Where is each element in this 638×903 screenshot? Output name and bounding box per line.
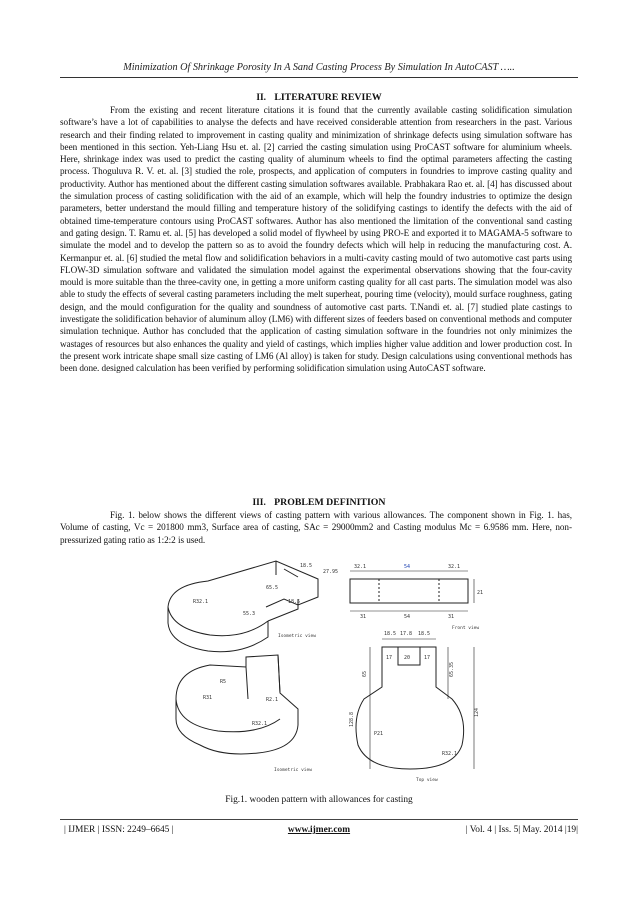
footer-journal-info: | IJMER | ISSN: 2249–6645 |	[64, 825, 174, 835]
running-title: Minimization Of Shrinkage Porosity In A Sand Casting Process By Simulation In AutoCAST …..	[123, 62, 515, 73]
figure-1	[148, 549, 558, 789]
header-rule	[60, 77, 578, 78]
top-dim-l: R32.1	[442, 751, 458, 757]
isometric-bottom-view	[176, 655, 298, 754]
front-dim-top-mid: 54	[404, 564, 411, 570]
section-3-paragraph: Fig. 1. below shows the different views of casting pattern with various allowances. The component shown in Fig. 1. has, Volume of casting, Vc = 201800 mm3, Surface area of casting, SAc = 29000mm2 and Casting modulus Mc = 6.9586 mm. Here, non-pressurized gating ratio as 1:2:2 is used.	[60, 510, 572, 545]
front-dim-top-left: 32.1	[354, 564, 367, 570]
iso-dim-b: 27.95	[323, 569, 339, 575]
iso-dim-a: 18.5	[300, 563, 313, 569]
front-dim-bottom-left: 31	[360, 614, 367, 620]
iso-top-label: Isometric view	[278, 634, 316, 639]
top-dim-c: 18.5	[418, 631, 431, 637]
iso-dim-e: 18.5	[288, 599, 301, 605]
figure-caption: Fig.1. wooden pattern with allowances for casting	[225, 795, 413, 805]
section-3-title: PROBLEM DEFINITION	[274, 497, 386, 508]
iso-bottom-label: Isometric view	[274, 768, 312, 773]
front-view	[350, 571, 474, 611]
top-view-label: Top view	[416, 778, 438, 783]
top-dim-i: 124	[474, 707, 480, 717]
section-2-number: II.	[256, 93, 266, 103]
iso-dim-f: 55.3	[243, 611, 256, 617]
front-dim-height: 21	[477, 590, 484, 596]
top-dim-j: 128.8	[349, 711, 355, 727]
pattern-drawings	[148, 549, 558, 789]
top-dim-d: 17	[386, 655, 393, 661]
front-dim-top-right: 32.1	[448, 564, 461, 570]
top-dim-g: 65	[362, 670, 368, 677]
section-2-heading	[60, 92, 578, 103]
top-dim-a: 18.5	[384, 631, 397, 637]
front-dim-bottom-right: 31	[448, 614, 455, 620]
iso-dim-c: R32.1	[193, 599, 209, 605]
footer-issue-info: | Vol. 4 | Iss. 5| May. 2014 |19|	[465, 825, 578, 835]
section-2-paragraph: From the existing and recent literature citations it is found that the currently available casting solidification simulation software’s have a lot of capabilities to analyse the defects and have received considerable attention from researchers in the past. Various research and their finding related to improvement in casting quality and minimization of shrinkage defects using simulation software has been mentioned in this section. Yeh-Liang Hsu et. al. [2] carried the casting simulation using ProCAST software for aluminium wheels. Here, shrinkage index was used to predict the casting quality of aluminum wheels to find the optimal parameters affecting the casting process. Thoguluva R. V. et. al. [3] studied the role, prospects, and application of computers in foundries to improve casting quality and productivity. Author has mentioned about the different casting simulation softwares available. Prabhakara Rao et. al. [4] has discussed about the simulation process of casting solidification with the aid of an example, which will help the foundry industries to optimize the design parameters, better understand the mould filling and temperature history of the solidifying castings to identify the defects with the aid of obtained time-temperature contours using ProCAST softwares. Author has also mentioned the limitation of the conventional sand casting and gating design. T. Ramu et. al. [5] has developed a solid model of flywheel by using PRO-E and exported it to MAGAMA-5 software to simulate the model and to develop the pattern so as to avoid the foundry defects which will help in reducing the manufacturing cost. A. Kermanpur et. al. [6] studied the metal flow and solidification behaviors in a multi-cavity casting mould of two automotive cast parts using FLOW-3D simulation software and validated the simulation model against the experimental observations showing that the four-cavity mould is more suitable than the three-cavity one, in getting a more uniform casting quality for all cast parts. The simulation model was also able to study the effects of several casting parameters including the melt superheat, pouring time (velocity), mould surface roughness, gating design, and the mould configuration for the quality and soundness of automotive cast parts. T.Nandi et. al. [7] studied plate castings to investigate the solidification behavior of aluminum alloy (LM6) with different sizes of feeders based on conventional methods and computer simulation technique. Author has concluded that the application of casting simulation software in the foundries not only minimizes the wastages of resources but also enhances the quality and yield of castings, which implies higher value addition and lower production cost. In the present work intricate shape small size casting of LM6 (Al alloy) is taken for study. Design calculations using conventional methods has been done. designed calculation has been verified by performing solidification simulation using AutoCAST software.	[60, 105, 572, 374]
front-dim-bottom-mid: 54	[404, 614, 411, 620]
iso2-dim-b: R5	[220, 679, 227, 685]
iso2-dim-a: R31	[203, 695, 213, 701]
top-view	[356, 639, 474, 769]
top-dim-f: 17	[424, 655, 431, 661]
iso-dim-d: 65.5	[266, 585, 279, 591]
section-2-title: LITERATURE REVIEW	[274, 92, 382, 103]
front-view-label: Front view	[452, 626, 480, 631]
iso2-dim-c: R32.1	[252, 721, 268, 727]
top-dim-b: 17.8	[400, 631, 413, 637]
top-dim-k: P21	[374, 731, 384, 737]
top-dim-e: 20	[404, 655, 411, 661]
footer-website-link[interactable]: www.ijmer.com	[287, 825, 351, 835]
section-3-number: III.	[252, 498, 266, 508]
iso2-dim-d: R2.1	[266, 697, 279, 703]
footer-rule	[60, 819, 578, 820]
section-3-heading	[60, 497, 578, 508]
top-dim-h: 65.35	[449, 661, 455, 677]
